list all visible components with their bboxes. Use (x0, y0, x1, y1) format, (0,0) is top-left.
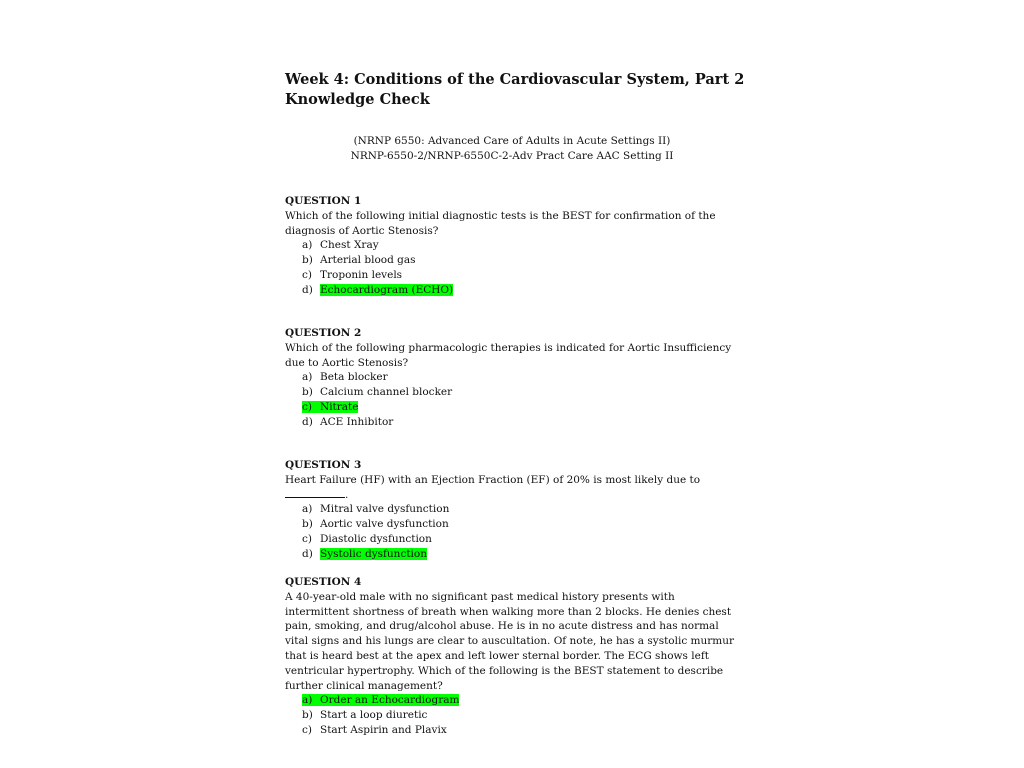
question-text: Which of the following pharmacologic therapies is indicated for Aortic Insufficiency due to Aortic Stenosis? (285, 341, 732, 369)
page-title (285, 70, 765, 110)
highlighted-answer: Systolic dysfunction (320, 547, 427, 560)
subtitle-line-2: NRNP-6550-2/NRNP-6550C-2-Adv Pract Care AAC Setting II (350, 150, 674, 162)
question-text: Which of the following initial diagnostic tests is the BEST for confirmation of the diagnosis of Aortic Stenosis? (285, 209, 716, 237)
highlighted-answer: a) Order an Echocardiogram (302, 694, 460, 707)
question-heading: QUESTION 4 (285, 576, 362, 588)
subtitle-line-1: (NRNP 6550: Advanced Care of Adults in Acute Settings II) (353, 135, 671, 147)
option-c: c) Diastolic dysfunction (302, 532, 432, 545)
option-a-answer (285, 693, 735, 708)
option-a: a) Mitral valve dysfunction (302, 503, 450, 516)
option-list (285, 238, 735, 297)
option-b: b) Start a loop diuretic (302, 709, 428, 722)
option-list (285, 370, 735, 429)
option-c: c) Troponin levels (302, 268, 403, 281)
option-list (285, 502, 735, 561)
question-1 (285, 194, 735, 298)
option-c-answer (285, 400, 735, 415)
question-text: Heart Failure (HF) with an Ejection Fraction (EF) of 20% is most likely due to. (285, 473, 701, 501)
highlighted-answer: Echocardiogram (ECHO) (320, 283, 454, 296)
option-a: a) Beta blocker (302, 371, 388, 384)
question-heading: QUESTION 1 (285, 195, 362, 207)
option-b: b) Aortic valve dysfunction (302, 518, 449, 531)
question-text: A 40-year-old male with no significant past medical history presents with intermittent shortness of breath when walking more than 2 blocks. He denies chest pain, smoking, and drug/alcohol abuse. He is in no acute distress and has normal vital signs and his lungs are clear to auscultation. Of note, he has a systolic murmur that is heard best at the apex and left lower sternal border. The ECG shows left ventricular hypertrophy. Which of the following is the BEST statement to describe further clinical management? (285, 590, 735, 692)
course-subtitle (285, 134, 739, 164)
title-line-1: Week 4: Conditions of the Cardiovascular System, Part 2 (285, 71, 745, 88)
answer-blank (285, 488, 345, 498)
option-c: c) Start Aspirin and Plavix (302, 723, 447, 736)
option-b: b) Calcium channel blocker (302, 386, 453, 399)
option-d-answer: d) Echocardiogram (ECHO) (302, 283, 454, 296)
question-heading: QUESTION 2 (285, 327, 362, 339)
question-4 (285, 575, 735, 738)
title-line-2: Knowledge Check (285, 91, 430, 108)
question-2 (285, 326, 735, 430)
highlighted-answer: c) Nitrate (302, 400, 359, 413)
question-heading: QUESTION 3 (285, 459, 362, 471)
option-b: b) Arterial blood gas (302, 254, 416, 267)
option-a: a) Chest Xray (302, 239, 379, 252)
option-d-answer: d) Systolic dysfunction (302, 547, 427, 560)
question-3 (285, 458, 735, 562)
option-list (285, 693, 735, 737)
option-d: d) ACE Inhibitor (302, 415, 394, 428)
